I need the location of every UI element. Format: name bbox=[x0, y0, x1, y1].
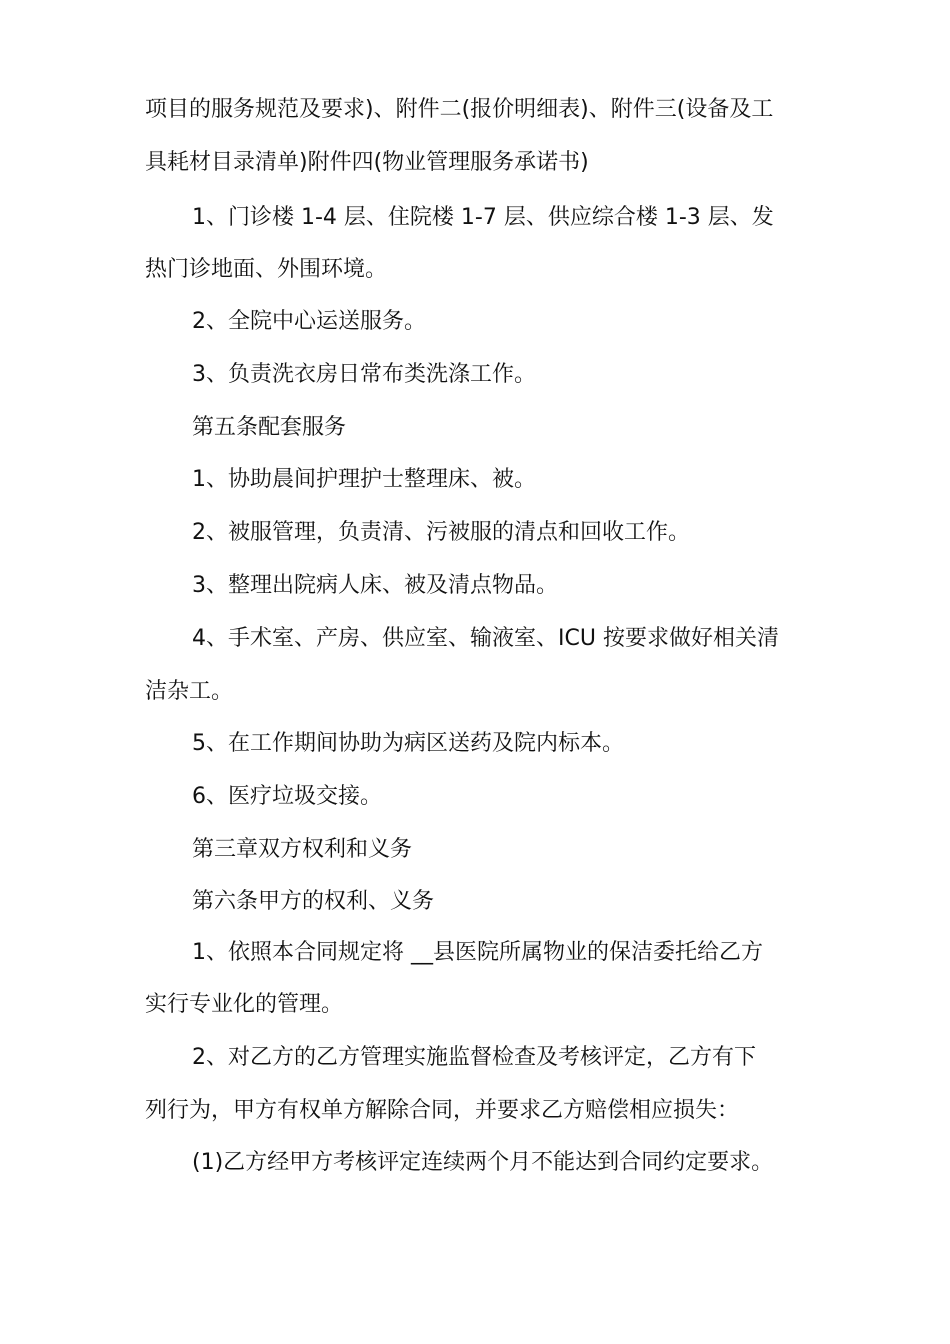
text-line: 2、被服管理，负责清、污被服的清点和回收工作。 bbox=[192, 520, 690, 545]
text-line: 热门诊地面、外围环境。 bbox=[145, 257, 388, 282]
text-line: 1、门诊楼 1-4 层、住院楼 1-7 层、供应综合楼 1-3 层、发 bbox=[192, 205, 774, 230]
chapter-heading: 第三章双方权利和义务 bbox=[192, 837, 413, 862]
text-line: 6、医疗垃圾交接。 bbox=[192, 784, 382, 809]
text-line: 洁杂工。 bbox=[145, 679, 234, 704]
text-line: 具耗材目录清单)附件四(物业管理服务承诺书) bbox=[145, 150, 589, 175]
section-heading: 第五条配套服务 bbox=[192, 415, 347, 440]
text-line: 5、在工作期间协助为病区送药及院内标本。 bbox=[192, 731, 624, 756]
text-line: 项目的服务规范及要求)、附件二(报价明细表)、附件三(设备及工 bbox=[145, 97, 774, 122]
text-line: 1、依照本合同规定将 __县医院所属物业的保洁委托给乙方 bbox=[192, 940, 763, 965]
text-line: 3、整理出院病人床、被及清点物品。 bbox=[192, 573, 558, 598]
text-line: 2、全院中心运送服务。 bbox=[192, 309, 426, 334]
text-line: (1)乙方经甲方考核评定连续两个月不能达到合同约定要求。 bbox=[192, 1150, 774, 1175]
text-line: 4、手术室、产房、供应室、输液室、ICU 按要求做好相关清 bbox=[192, 626, 779, 651]
text-line: 列行为，甲方有权单方解除合同，并要求乙方赔偿相应损失： bbox=[145, 1098, 740, 1123]
section-heading: 第六条甲方的权利、义务 bbox=[192, 889, 435, 914]
text-line: 1、协助晨间护理护士整理床、被。 bbox=[192, 467, 536, 492]
text-line: 2、对乙方的乙方管理实施监督检查及考核评定，乙方有下 bbox=[192, 1045, 756, 1070]
text-line: 3、负责洗衣房日常布类洗涤工作。 bbox=[192, 362, 536, 387]
text-line: 实行专业化的管理。 bbox=[145, 992, 344, 1017]
